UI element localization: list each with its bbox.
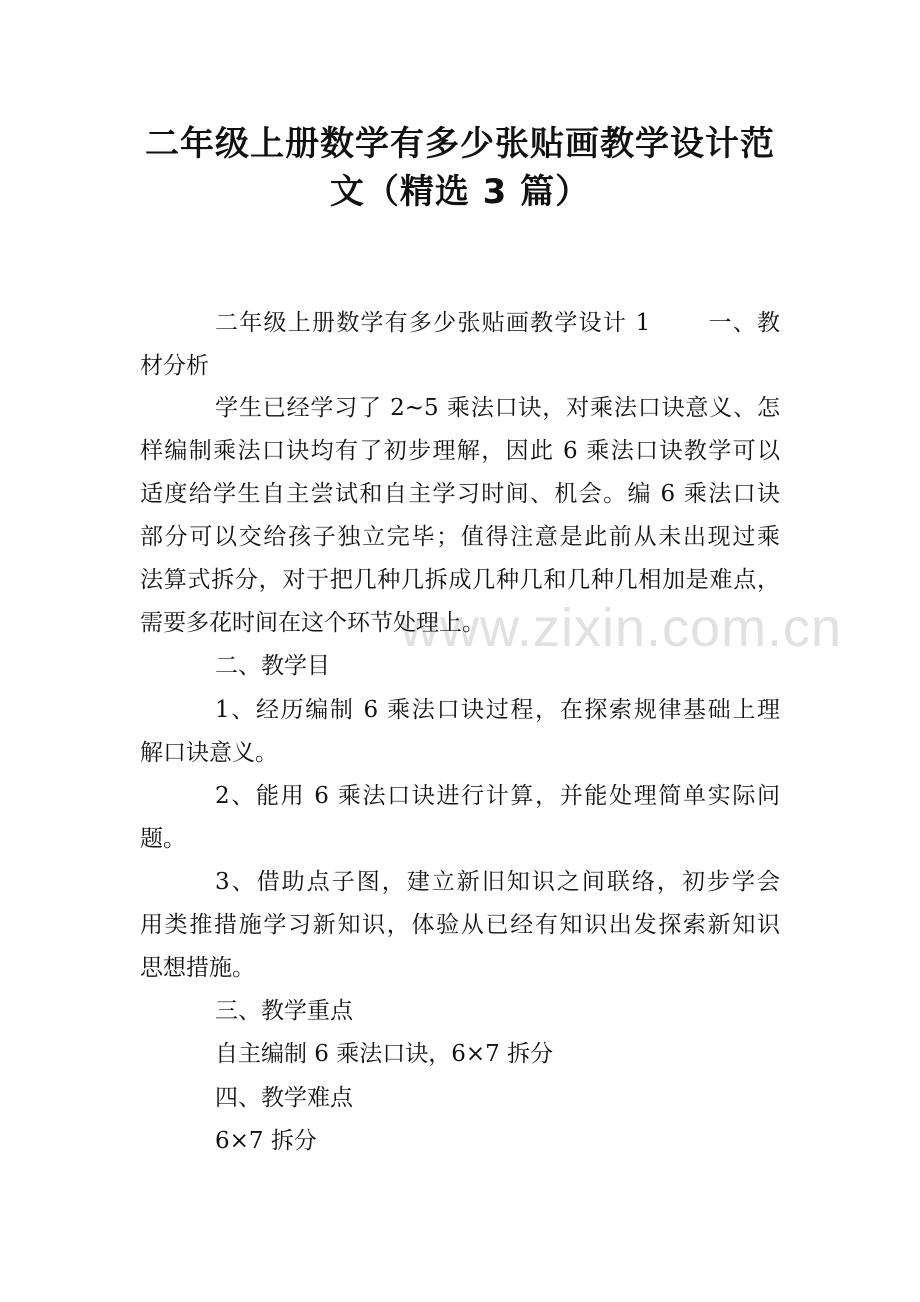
section-heading: 四、教学难点 xyxy=(215,1085,353,1111)
paragraph-line: 二年级上册数学有多少张贴画教学设计 1 一、教 xyxy=(215,310,780,336)
paragraph-line: 题。 xyxy=(140,826,186,852)
paragraph-line: 1、经历编制 6 乘法口诀过程，在探索规律基础上理 xyxy=(215,697,780,723)
section-heading: 二、教学目 xyxy=(215,653,330,679)
paragraph-line: 学生已经学习了 2~5 乘法口诀，对乘法口诀意义、怎 xyxy=(215,395,780,421)
paragraph-line: 样编制乘法口诀均有了初步理解，因此 6 乘法口诀教学可以 xyxy=(140,438,780,464)
paragraph-line: 部分可以交给孩子独立完毕；值得注意是此前从未出现过乘 xyxy=(140,524,780,550)
paragraph-line: 自主编制 6 乘法口诀，6×7 拆分 xyxy=(215,1041,554,1067)
document-title-line-1: 二年级上册数学有多少张贴画教学设计范 xyxy=(145,124,775,164)
paragraph-line: 解口诀意义。 xyxy=(140,740,278,766)
paragraph-line: 2、能用 6 乘法口诀进行计算，并能处理简单实际问 xyxy=(215,783,780,809)
document-title-line-2: 文（精选 3 篇） xyxy=(329,172,591,212)
paragraph-line: 材分析 xyxy=(140,353,209,379)
watermark: www.zixin.com.cn xyxy=(400,598,843,658)
paragraph-line: 需要多花时间在这个环节处理上。 xyxy=(140,610,485,636)
section-heading: 三、教学重点 xyxy=(215,998,353,1024)
paragraph-line: 思想措施。 xyxy=(140,955,255,981)
paragraph-line: 用类推措施学习新知识，体验从已经有知识出发探索新知识 xyxy=(140,912,780,938)
paragraph-line: 法算式拆分，对于把几种几拆成几种几和几种几相加是难点， xyxy=(140,567,780,593)
paragraph-line: 适度给学生自主尝试和自主学习时间、机会。编 6 乘法口诀 xyxy=(140,481,780,507)
paragraph-line: 6×7 拆分 xyxy=(215,1128,317,1154)
paragraph-line: 3、借助点子图，建立新旧知识之间联络，初步学会 xyxy=(215,869,780,895)
